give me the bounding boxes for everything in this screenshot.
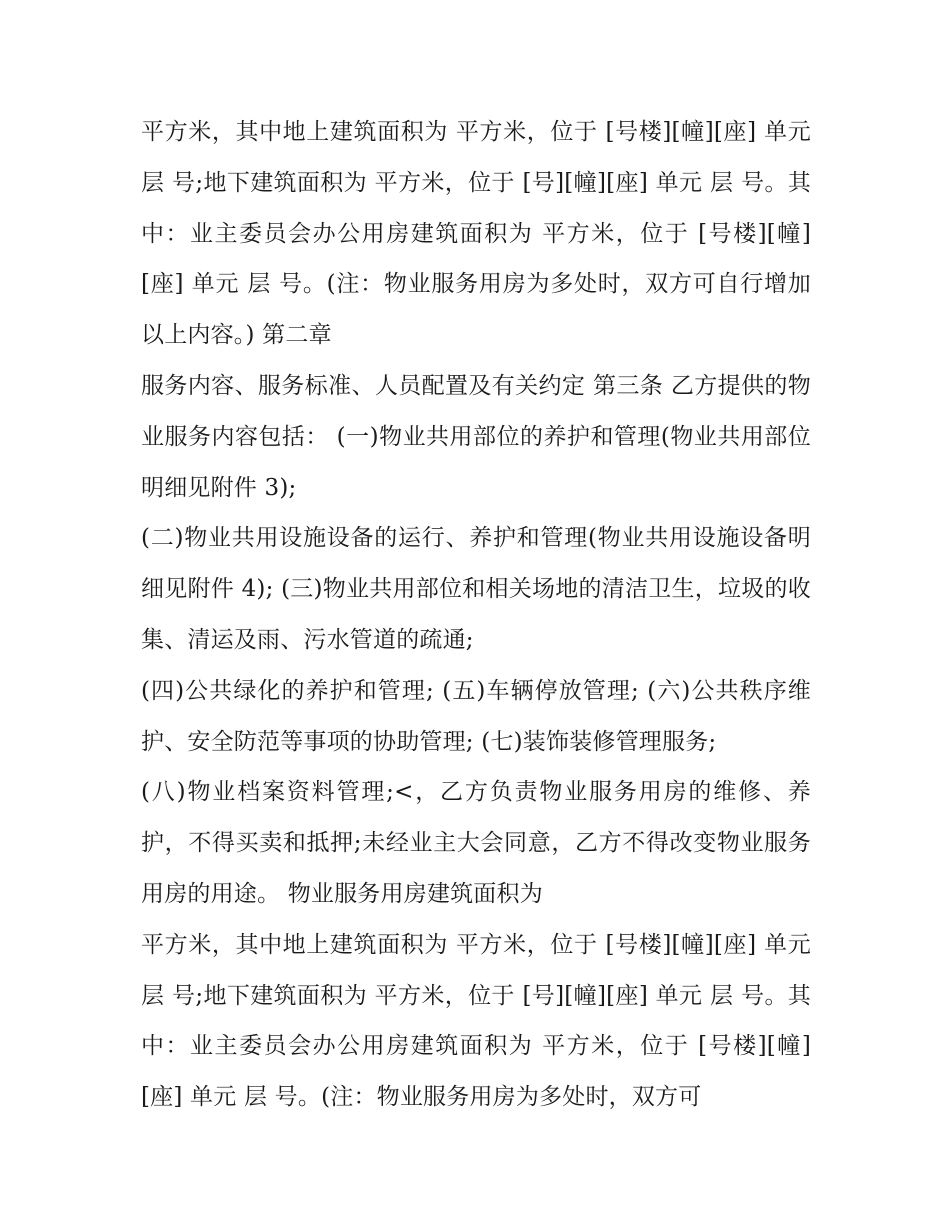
paragraph-service-content-intro: 服务内容、服务标准、人员配置及有关约定 第三条 乙方提供的物业服务内容包括： (一)物业共用部位的养护和管理(物业共用部位明细见附件 3); [141, 372, 811, 501]
paragraph-greening-parking-security: (四)公共绿化的养护和管理; (五)车辆停放管理; (六)公共秩序维护、安全防范等事项的协助管理; (七)装饰装修管理服务; [141, 677, 811, 755]
paragraph-service-room-area-repeat: 平方米，其中地上建筑面积为 平方米，位于 [号楼][幢][座] 单元 层 号;地下建筑面积为 平方米，位于 [号][幢][座] 单元 层 号。其中：业主委员会办公用房建筑面积为 平方米，位于 [号楼][幢][座] 单元 层 号。(注：物业服务用房为多处时，双方可 [141, 931, 811, 1111]
paragraph-service-room-area: 平方米，其中地上建筑面积为 平方米，位于 [号楼][幢][座] 单元 层 号;地下建筑面积为 平方米，位于 [号][幢][座] 单元 层 号。其中：业主委员会办公用房建筑面积为 平方米，位于 [号楼][幢][座] 单元 层 号。(注：物业服务用房为多处时，双方可自行增加以上内容。) 第二章 [141, 119, 811, 349]
paragraph-archives-service-room: (八)物业档案资料管理;<，乙方负责物业服务用房的维修、养护，不得买卖和抵押;未经业主大会同意，乙方不得改变物业服务用房的用途。 物业服务用房建筑面积为 [141, 779, 811, 907]
document-body [141, 107, 811, 1123]
paragraph-facilities-cleaning: (二)物业共用设施设备的运行、养护和管理(物业共用设施设备明细见附件 4); (三)物业共用部位和相关场地的清洁卫生，垃圾的收集、清运及雨、污水管道的疏通; [141, 525, 811, 653]
